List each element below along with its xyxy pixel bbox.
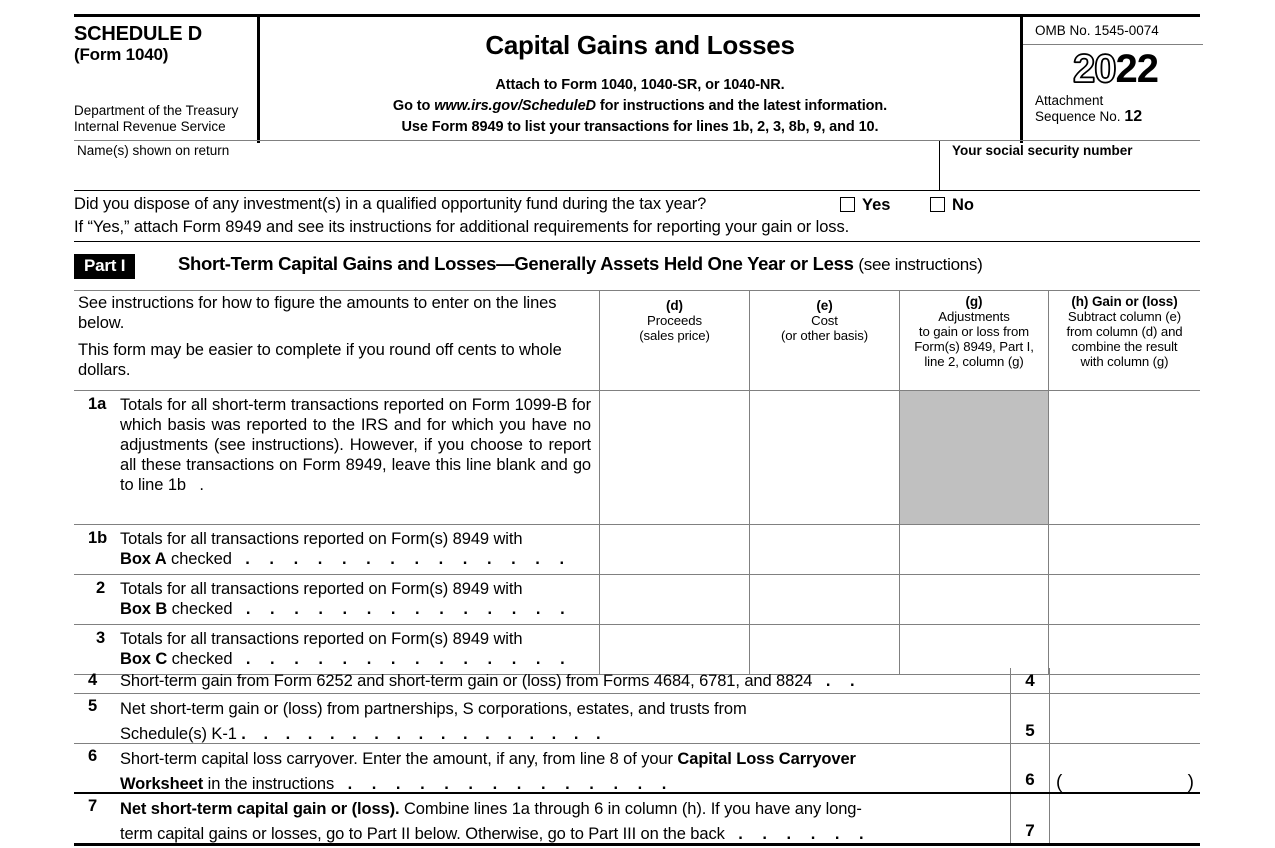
ssn-field-cell[interactable] bbox=[940, 141, 1200, 191]
qof-question-text: Did you dispose of any investment(s) in a qualified opportunity fund during the tax year? bbox=[74, 195, 707, 213]
row-1b-text-part2: checked bbox=[166, 550, 232, 568]
row-2-description-cell bbox=[74, 575, 600, 624]
line-row-7 bbox=[74, 794, 1200, 846]
table-header-row bbox=[74, 291, 1200, 391]
line-4-text bbox=[120, 671, 1004, 691]
column-h-line5: with column (g) bbox=[1080, 354, 1169, 369]
line-7-description-1: Combine lines 1a through 6 in column (h). If you have any long- bbox=[399, 800, 862, 818]
schedule-form-number: (Form 1040) bbox=[74, 45, 169, 64]
qof-no-label: No bbox=[952, 196, 974, 214]
row-2-value-e[interactable] bbox=[750, 575, 900, 624]
line-6-worksheet-ref-2: Worksheet bbox=[120, 775, 204, 793]
row-1b-number: 1b bbox=[88, 529, 108, 547]
page-title: Capital Gains and Losses bbox=[485, 30, 795, 60]
table-row-1b bbox=[74, 525, 1200, 575]
header-left-block bbox=[74, 17, 260, 143]
form-header bbox=[74, 14, 1200, 140]
line-6-paren-left: ( bbox=[1056, 772, 1063, 793]
row-2-value-g[interactable] bbox=[900, 575, 1049, 624]
row-2-box-label: Box B bbox=[120, 600, 168, 618]
row-1b-value-h[interactable] bbox=[1049, 525, 1200, 574]
part-1-table bbox=[74, 290, 1200, 675]
line-6-description-2: in the instructions bbox=[203, 775, 335, 793]
line-5-number: 5 bbox=[88, 697, 98, 715]
line-7-title: Net short-term capital gain or (loss). bbox=[120, 800, 400, 818]
row-1a-value-e[interactable] bbox=[750, 391, 900, 524]
line-6-dots: . . . . . . . . . . . . . . bbox=[347, 775, 674, 793]
line-row-5 bbox=[74, 694, 1200, 744]
column-e-line3: (or other basis) bbox=[780, 328, 869, 343]
line-7-text-cell bbox=[74, 794, 1010, 843]
ssn-label: Your social security number bbox=[952, 143, 1133, 158]
line-4-description: Short-term gain from Form 6252 and short-term gain or (loss) from Forms 4684, 6781, and 8824 bbox=[120, 672, 813, 690]
line-4-text-cell bbox=[74, 668, 1010, 693]
row-1b-value-d[interactable] bbox=[600, 525, 750, 574]
column-d-line3: (sales price) bbox=[639, 328, 710, 343]
line-6-boxnumber: 6 bbox=[1025, 770, 1035, 789]
irs-url[interactable]: www.irs.gov/ScheduleD bbox=[434, 98, 596, 114]
column-header-e bbox=[750, 291, 900, 390]
line-5-boxnumber: 5 bbox=[1025, 721, 1035, 740]
row-1a-description-cell bbox=[74, 391, 600, 524]
column-header-h bbox=[1049, 291, 1200, 390]
name-field-cell[interactable] bbox=[74, 141, 940, 191]
row-1a-text bbox=[120, 395, 591, 495]
line-7-dots: . . . . . . bbox=[738, 825, 872, 843]
line-row-4 bbox=[74, 668, 1200, 694]
goto-prefix: Go to bbox=[392, 98, 435, 114]
row-1b-value-e[interactable] bbox=[750, 525, 900, 574]
row-1a-dots: . bbox=[199, 476, 204, 494]
column-h-line4: combine the result bbox=[1071, 339, 1178, 354]
line-4-amount[interactable] bbox=[1050, 668, 1200, 693]
checkbox-icon-no[interactable] bbox=[930, 197, 945, 212]
qof-yes-label: Yes bbox=[862, 196, 891, 214]
line-4-dots: . . bbox=[825, 672, 863, 690]
qof-no-option[interactable] bbox=[930, 196, 974, 215]
column-header-d bbox=[600, 291, 750, 390]
line-6-description-1: Short-term capital loss carryover. Enter the amount, if any, from line 8 of your bbox=[120, 750, 678, 768]
line-7-amount[interactable] bbox=[1050, 794, 1200, 843]
sequence-no-value: 12 bbox=[1124, 108, 1143, 125]
column-e-line2: Cost bbox=[811, 313, 838, 328]
qof-question-block bbox=[74, 190, 1200, 242]
column-d-letter: (d) bbox=[666, 298, 683, 313]
instructions-cell bbox=[74, 291, 600, 390]
department-block bbox=[74, 103, 238, 135]
line-6-amount[interactable] bbox=[1050, 744, 1200, 792]
column-g-line3: to gain or loss from bbox=[918, 324, 1030, 339]
row-3-value-e[interactable] bbox=[750, 625, 900, 674]
line-4-boxnumber: 4 bbox=[1025, 671, 1035, 690]
line-6-paren-right: ) bbox=[1187, 772, 1194, 793]
line-4-number: 4 bbox=[88, 671, 98, 689]
column-d-line2: Proceeds bbox=[647, 313, 702, 328]
line-6-text bbox=[120, 747, 1004, 797]
line-5-text bbox=[120, 697, 1004, 747]
part-1-badge: Part I bbox=[74, 254, 135, 279]
row-2-value-h[interactable] bbox=[1049, 575, 1200, 624]
tax-year bbox=[1031, 47, 1200, 92]
line-5-dots: . . . . . . . . . . . . . . . . . bbox=[241, 725, 608, 743]
line-4-numbox bbox=[1010, 668, 1050, 693]
line-5-text-cell bbox=[74, 694, 1010, 743]
row-3-value-g[interactable] bbox=[900, 625, 1049, 674]
schedule-title: SCHEDULE D bbox=[74, 23, 203, 45]
goto-url-line bbox=[260, 98, 1020, 114]
row-3-number: 3 bbox=[96, 629, 106, 647]
column-g-line4: Form(s) 8949, Part I, bbox=[914, 339, 1034, 354]
line-7-numbox bbox=[1010, 794, 1050, 843]
use-form-8949-line: Use Form 8949 to list your transactions for lines 1b, 2, 3, 8b, 9, and 10. bbox=[401, 119, 879, 135]
attach-to-line: Attach to Form 1040, 1040-SR, or 1040-NR. bbox=[495, 77, 785, 93]
qof-note-text: If “Yes,” attach Form 8949 and see its instructions for additional requirements for reporting your gain or loss. bbox=[74, 218, 850, 236]
column-g-line2: Adjustments bbox=[938, 309, 1010, 324]
column-e-letter: (e) bbox=[816, 298, 833, 313]
row-2-dots: . . . . . . . . . . . . . . bbox=[245, 600, 573, 618]
instructions-paragraph-2: This form may be easier to complete if you round off cents to whole dollars. bbox=[78, 341, 562, 379]
line-5-numbox bbox=[1010, 694, 1050, 743]
row-1b-value-g[interactable] bbox=[900, 525, 1049, 574]
identity-row bbox=[74, 140, 1200, 190]
row-1b-box-label: Box A bbox=[120, 550, 167, 568]
line-row-6 bbox=[74, 744, 1200, 794]
row-1a-value-d[interactable] bbox=[600, 391, 750, 524]
row-3-text-part1: Totals for all transactions reported on Form(s) 8949 with bbox=[120, 630, 523, 648]
line-7-text bbox=[120, 797, 1004, 847]
line-5-amount[interactable] bbox=[1050, 694, 1200, 743]
part-1-title-text: Short-Term Capital Gains and Losses—Generally Assets Held One Year or Less bbox=[178, 253, 854, 274]
row-2-value-d[interactable] bbox=[600, 575, 750, 624]
row-3-value-d[interactable] bbox=[600, 625, 750, 674]
column-h-line2: Subtract column (e) bbox=[1067, 309, 1182, 324]
row-3-text bbox=[120, 629, 591, 669]
line-5-description-2: Schedule(s) K-1 bbox=[120, 725, 237, 743]
tax-year-digits: 22 bbox=[1115, 47, 1158, 91]
line-7-description-2: term capital gains or losses, go to Part II below. Otherwise, go to Part III on the back bbox=[120, 825, 725, 843]
row-3-text-part2: checked bbox=[167, 650, 233, 668]
row-3-box-label: Box C bbox=[120, 650, 168, 668]
checkbox-icon-yes[interactable] bbox=[840, 197, 855, 212]
column-h-line3: from column (d) and bbox=[1066, 324, 1183, 339]
line-6-number: 6 bbox=[88, 747, 98, 765]
line-5-description-1: Net short-term gain or (loss) from partnerships, S corporations, estates, and trusts from bbox=[120, 700, 747, 718]
line-7-number: 7 bbox=[88, 797, 98, 815]
part-1-title bbox=[178, 253, 982, 275]
sequence-no-label: Sequence No. bbox=[1035, 109, 1125, 124]
attachment-label: Attachment bbox=[1035, 93, 1104, 108]
table-row-2 bbox=[74, 575, 1200, 625]
row-1a-number: 1a bbox=[88, 395, 107, 413]
line-6-numbox bbox=[1010, 744, 1050, 792]
tax-year-century: 20 bbox=[1073, 47, 1116, 91]
row-3-value-h[interactable] bbox=[1049, 625, 1200, 674]
row-2-text bbox=[120, 579, 591, 619]
department-line-2: Internal Revenue Service bbox=[74, 119, 226, 134]
column-g-line5: line 2, column (g) bbox=[924, 354, 1024, 369]
row-1a-text-main: Totals for all short-term transactions reported on Form 1099-B for which basis was reported to the IRS and for which you have no adjustments (see instructions). However, if you choose to report all these transactions on Form 8949, leave this line blank and go to line 1b bbox=[120, 396, 591, 494]
qof-yes-option[interactable] bbox=[840, 196, 890, 215]
row-1b-description-cell bbox=[74, 525, 600, 574]
lines-4-to-7 bbox=[74, 668, 1200, 846]
table-row-1a bbox=[74, 391, 1200, 525]
name-label: Name(s) shown on return bbox=[77, 143, 230, 158]
row-3-description-cell bbox=[74, 625, 600, 674]
part-1-header bbox=[74, 252, 1200, 284]
header-right-block bbox=[1020, 17, 1200, 143]
row-1a-value-g-shaded bbox=[900, 391, 1049, 524]
row-2-number: 2 bbox=[96, 579, 106, 597]
line-6-text-cell bbox=[74, 744, 1010, 792]
row-1b-text-part1: Totals for all transactions reported on Form(s) 8949 with bbox=[120, 530, 523, 548]
attachment-sequence bbox=[1035, 93, 1200, 125]
column-g-letter: (g) bbox=[965, 294, 983, 309]
goto-suffix: for instructions and the latest information. bbox=[595, 98, 888, 114]
column-header-g bbox=[900, 291, 1049, 390]
line-7-boxnumber: 7 bbox=[1025, 821, 1035, 840]
row-2-text-part2: checked bbox=[167, 600, 233, 618]
column-h-letter: (h) Gain or (loss) bbox=[1071, 294, 1178, 309]
row-1a-value-h[interactable] bbox=[1049, 391, 1200, 524]
row-1b-text bbox=[120, 529, 591, 569]
row-3-dots: . . . . . . . . . . . . . . bbox=[245, 650, 573, 668]
header-center-block bbox=[260, 17, 1020, 143]
part-1-see-instructions: (see instructions) bbox=[858, 255, 983, 274]
omb-divider bbox=[1023, 44, 1203, 45]
department-line-1: Department of the Treasury bbox=[74, 103, 239, 118]
row-1b-dots: . . . . . . . . . . . . . . bbox=[245, 550, 572, 568]
omb-number: OMB No. 1545-0074 bbox=[1035, 23, 1159, 38]
row-2-text-part1: Totals for all transactions reported on Form(s) 8949 with bbox=[120, 580, 523, 598]
line-6-worksheet-ref-1: Capital Loss Carryover bbox=[677, 750, 856, 768]
instructions-paragraph-1: See instructions for how to figure the amounts to enter on the lines below. bbox=[78, 294, 557, 332]
